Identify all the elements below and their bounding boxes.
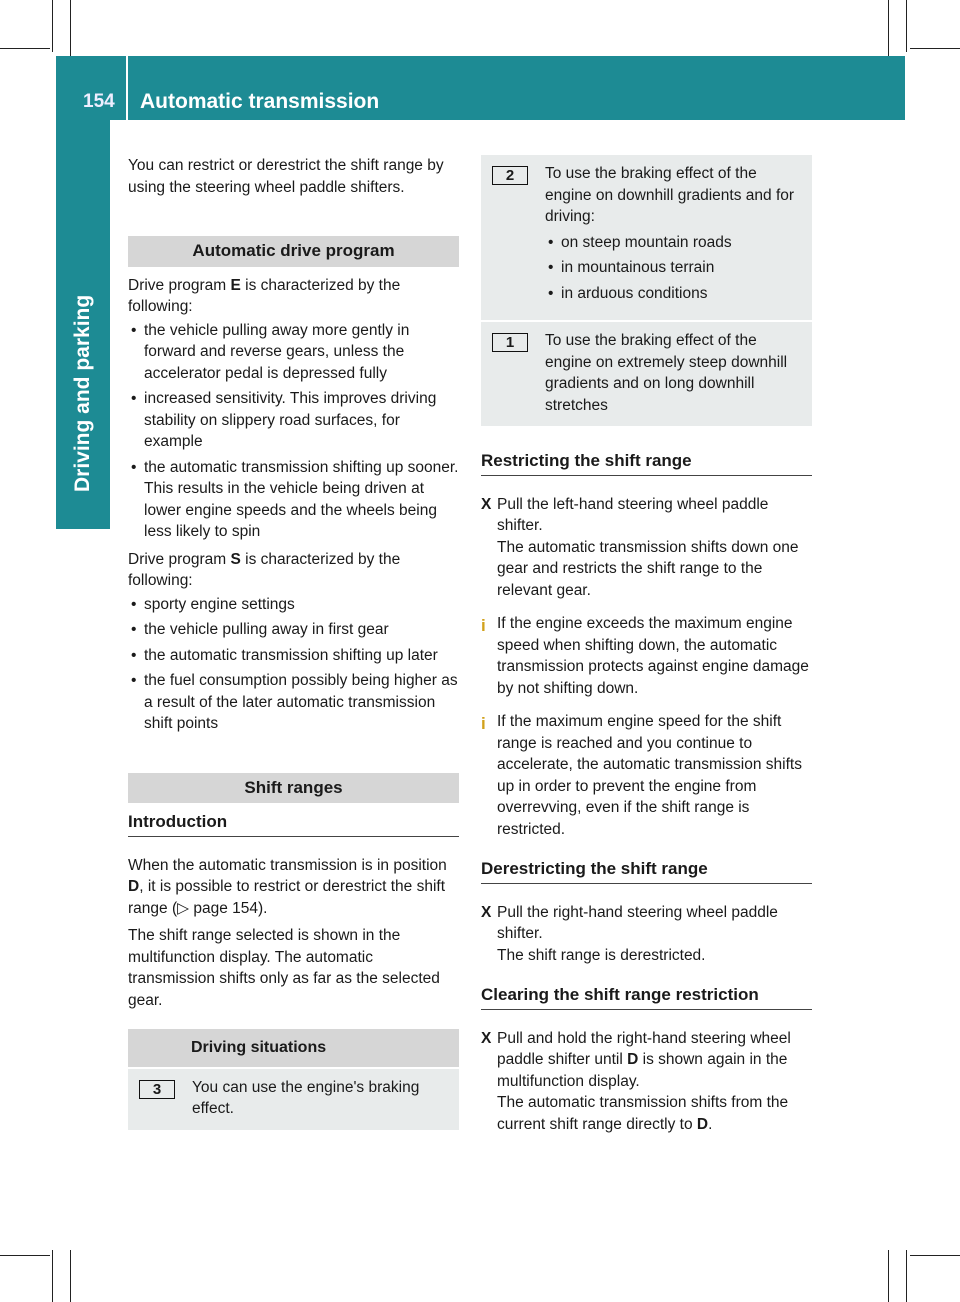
crop-mark (70, 1250, 71, 1302)
intro-paragraph: You can restrict or derestrict the shift range by using the steering wheel paddle shifters. (128, 157, 444, 196)
crop-mark (910, 1255, 960, 1256)
text: Drive program (128, 550, 231, 568)
crop-mark (906, 1250, 907, 1302)
page-header (56, 56, 905, 120)
text: is characterized by the following: (128, 276, 401, 315)
shift-display-paragraph: The shift range selected is shown in the multifunction display. The automatic transmission shifts only as far as the selected gear. (128, 927, 440, 1009)
gear-d: D (696, 1115, 709, 1133)
table-row (128, 1068, 459, 1130)
table-row (481, 155, 812, 321)
crop-mark (888, 1250, 889, 1302)
section-heading-shift-ranges: Shift ranges (128, 773, 459, 804)
crop-mark (0, 48, 50, 49)
gear-3-icon: 3 (139, 1080, 175, 1099)
crop-mark (52, 0, 53, 52)
cell-list (545, 232, 806, 305)
list-item: • increased sensitivity. This improves driving stability on slippery road surfaces, for example (144, 388, 459, 453)
list-item: • the vehicle pulling away more gently in forward and reverse gears, unless the accelerator pedal is depressed fully (144, 320, 459, 385)
text: , it is possible to restrict or derestrict the shift range ( (128, 878, 446, 917)
info-text: If the engine exceeds the maximum engine speed when shifting down, the automatic transmission protects against engine damage by not shifting down. (497, 615, 809, 697)
gear-1-icon: 1 (492, 333, 528, 352)
program-s-letter: S (230, 550, 241, 568)
step-result: The shift range is derestricted. (497, 946, 706, 964)
table-key-cell (481, 155, 539, 321)
list-item: • the vehicle pulling away in first gear (144, 619, 459, 641)
right-column (481, 155, 812, 1153)
step-text: Pull and hold the right-hand steering wheel paddle shifter until (497, 1029, 791, 1068)
step-result: The automatic transmission shifts from the current shift range directly to (497, 1094, 789, 1133)
list-item: • the automatic transmission shifting up later (144, 645, 459, 667)
program-s-intro (128, 549, 459, 592)
gear-2-icon: 2 (492, 166, 528, 185)
shift-intro-paragraph (128, 855, 459, 920)
list-item: • on steep mountain roads (561, 232, 806, 254)
text: When the automatic transmission is in position (128, 856, 447, 874)
step-text: Pull the left-hand steering wheel paddle shifter. (497, 495, 769, 534)
program-e-letter: E (230, 276, 241, 294)
list-item: • in arduous conditions (561, 283, 806, 305)
program-e-list (128, 320, 459, 543)
page-number: 154 (83, 91, 115, 112)
step-result: The automatic transmission shifts down one gear and restricts the shift range to the relevant gear. (497, 538, 799, 599)
side-tab-label: Driving and parking (71, 294, 94, 492)
heading-restricting: Restricting the shift range (481, 450, 812, 476)
subheading-introduction: Introduction (128, 811, 459, 837)
crop-mark (52, 1250, 53, 1302)
step-marker-icon: X (481, 903, 492, 921)
crop-mark (0, 1255, 50, 1256)
text: page 154). (189, 899, 268, 917)
header-divider (126, 56, 128, 120)
step-result: . (708, 1115, 713, 1133)
program-s-list (128, 594, 459, 735)
page-ref-arrow-icon: ▷ (177, 899, 190, 917)
gear-d: D (128, 878, 140, 895)
crop-mark (910, 48, 960, 49)
info-icon: i (481, 616, 486, 635)
table-text-cell: To use the braking effect of the engine on extremely steep downhill gradients and on long downhill stretches (539, 321, 812, 426)
program-e-intro (128, 275, 459, 318)
table-key-cell (128, 1068, 186, 1130)
step-text: is shown again in the multifunction display. (497, 1051, 788, 1090)
info-text: If the maximum engine speed for the shift range is reached and you continue to accelerate, the automatic transmission shifts up in order to prevent the engine from overrevving, even if the shift range is restricted. (497, 713, 802, 838)
table-text-cell (539, 155, 812, 321)
section-heading-adp: Automatic drive program (128, 236, 459, 267)
cell-text: To use the braking effect of the engine on downhill gradients and for driving: (545, 165, 795, 225)
info-icon: i (481, 714, 486, 733)
table-header-row (128, 1029, 459, 1068)
step-text: Pull the right-hand steering wheel paddle shifter. (497, 903, 778, 942)
info-note (481, 613, 812, 699)
table-header: Driving situations (128, 1029, 459, 1068)
heading-derestricting: Derestricting the shift range (481, 858, 812, 884)
info-note (481, 711, 812, 840)
list-item: • the automatic transmission shifting up sooner. This results in the vehicle being driven at lower engine speeds and the wheels being less likely to spin (144, 457, 459, 543)
driving-situations-table-continued (481, 155, 812, 426)
list-item: • sporty engine settings (144, 594, 459, 616)
list-item: • in mountainous terrain (561, 257, 806, 279)
table-text-cell: You can use the engine's braking effect. (186, 1068, 459, 1130)
driving-situations-table (128, 1029, 459, 1130)
instruction-step (481, 902, 812, 967)
crop-mark (906, 0, 907, 52)
text: Drive program (128, 276, 231, 294)
left-column (128, 155, 459, 1130)
page-title: Automatic transmission (140, 90, 380, 113)
crop-mark (888, 0, 889, 56)
step-marker-icon: X (481, 495, 492, 513)
instruction-step (481, 1028, 812, 1136)
list-item: • the fuel consumption possibly being higher as a result of the later automatic transmission shift points (144, 670, 459, 735)
heading-clearing: Clearing the shift range restriction (481, 984, 812, 1010)
text: is characterized by the following: (128, 550, 401, 589)
step-marker-icon: X (481, 1029, 492, 1047)
table-key-cell (481, 321, 539, 426)
instruction-step (481, 494, 812, 602)
gear-d: D (627, 1051, 639, 1068)
table-row (481, 321, 812, 426)
crop-mark (70, 0, 71, 56)
